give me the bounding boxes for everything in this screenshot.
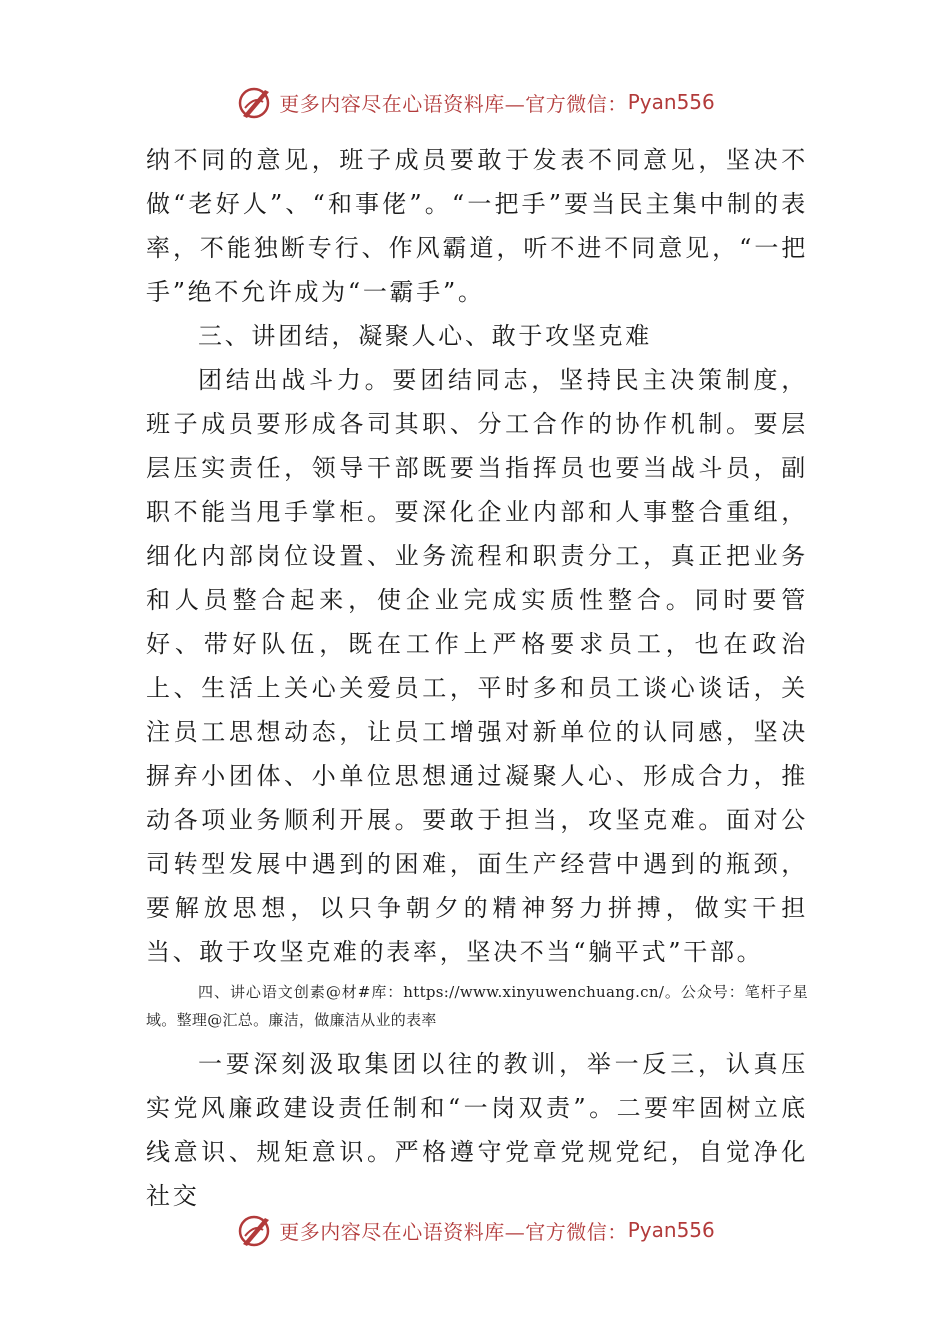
- footer-banner-text: 更多内容尽在心语资料库—官方微信：: [279, 1219, 628, 1244]
- paragraph-1: 纳不同的意见，班子成员要敢于发表不同意见，坚决不做“老好人”、“和事佬”。“一把手”要当民主集中制的表率，不能独断专行、作风霸道，听不进不同意见，“一把手”绝不允许成为“一霸手”。: [146, 146, 808, 306]
- paragraph-3: 一要深刻汲取集团以往的教训，举一反三，认真压实党风廉政建设责任制和“一岗双责”。二要牢固树立底线意识、规矩意识。严格遵守党章党规党纪，自觉净化社交: [146, 1050, 808, 1210]
- header-watermark: [0, 82, 950, 122]
- header-wechat-id: Pyan556: [627, 90, 715, 114]
- header-banner-text: 更多内容尽在心语资料库—官方微信：: [279, 91, 628, 116]
- document-body: [146, 138, 808, 1218]
- pen-logo-icon: [235, 82, 275, 122]
- heading-section-4: 四、讲心语文创素@材#库：https://www.xinyuwenchuang.cn/。公众号：笔杆子星域。整理@汇总。廉洁，做廉洁从业的表率: [146, 983, 808, 1029]
- footer-wechat-id: Pyan556: [627, 1218, 715, 1242]
- heading-section-3: 三、讲团结，凝聚人心、敢于攻坚克难: [198, 322, 652, 350]
- pen-logo-icon: [235, 1210, 275, 1250]
- paragraph-2: 团结出战斗力。要团结同志，坚持民主决策制度，班子成员要形成各司其职、分工合作的协作机制。要层层压实责任，领导干部既要当指挥员也要当战斗员，副职不能当甩手掌柜。要深化企业内部和人事整合重组，细化内部岗位设置、业务流程和职责分工，真正把业务和人员整合起来，使企业完成实质性整合。同时要管好、带好队伍，既在工作上严格要求员工，也在政治上、生活上关心关爱员工，平时多和员工谈心谈话，关注员工思想动态，让员工增强对新单位的认同感，坚决摒弃小团体、小单位思想通过凝聚人心、形成合力，推动各项业务顺利开展。要敢于担当，攻坚克难。面对公司转型发展中遇到的困难，面生产经营中遇到的瓶颈，要解放思想，以只争朝夕的精神努力拼搏，做实干担当、敢于攻坚克难的表率，坚决不当“躺平式”干部。: [146, 366, 808, 966]
- footer-watermark: [0, 1210, 950, 1250]
